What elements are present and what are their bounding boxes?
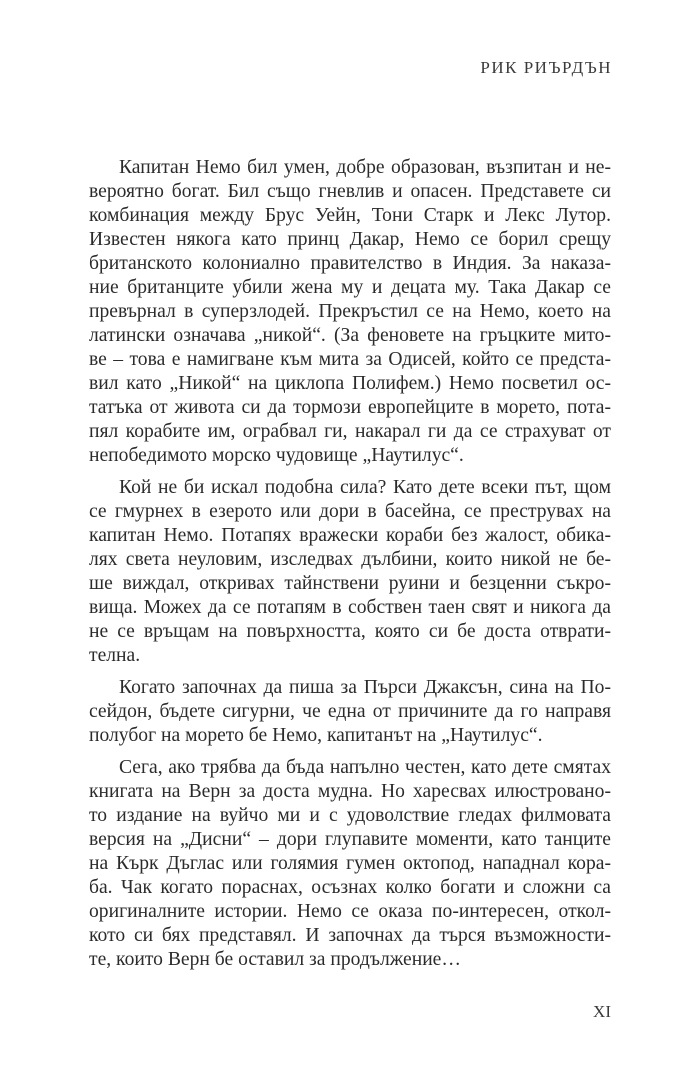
- text-line: оригиналните истории. Немо се оказа по-интересен, откол-: [89, 901, 611, 922]
- text-line: полубог на морето бе Немо, капитанът на „Наутилус“.: [89, 725, 543, 746]
- text-line: непобедимото морско чудовище „Наутилус“.: [89, 445, 464, 466]
- text-line: Известен някога като принц Дакар, Немо се борил срещу: [89, 229, 611, 250]
- text-line: пял корабите им, ограбвал ги, накарал ги да се страхуват от: [89, 421, 611, 442]
- page-number: XI: [593, 1002, 611, 1021]
- text-line: вероятно богат. Бил също гневлив и опасен. Представете си: [89, 181, 611, 202]
- paragraph: [89, 756, 611, 972]
- text-line: то издание на вуйчо ми и с удоволствие гледах филмовата: [89, 805, 611, 826]
- text-line: комбинация между Брус Уейн, Тони Старк и Лекс Лутор.: [89, 205, 611, 226]
- text-line: ба. Чак когато пораснах, осъзнах колко богати и сложни са: [89, 877, 611, 898]
- text-line: те, които Верн бе оставил за продължение…: [89, 949, 461, 970]
- text-line: кото си бях представял. И започнах да търся възможности-: [89, 925, 611, 946]
- text-line: Сега, ако трябва да бъда напълно честен, като дете смятах: [119, 757, 611, 778]
- text-line: британското колониално правителство в Индия. За наказа-: [89, 253, 611, 274]
- running-head: РИК РИЪРДЪН: [480, 58, 612, 77]
- text-line: лях света неуловим, изследвах дълбини, които никой не бе-: [89, 549, 611, 570]
- text-line: Капитан Немо бил умен, добре образован, възпитан и не-: [119, 157, 611, 178]
- text-line: книгата на Верн за доста мудна. Но харесвах илюстровано-: [89, 781, 611, 802]
- text-line: превърнал в суперзлодей. Прекръстил се на Немо, което на: [89, 301, 611, 322]
- text-line: ние британците убили жена му и децата му. Така Дакар се: [89, 277, 611, 298]
- text-line: телна.: [89, 645, 141, 666]
- text-line: ве – това е намигване към мита за Одисей, който се предста-: [89, 349, 611, 370]
- paragraph: [89, 156, 611, 468]
- text-line: татъка от живота си да тормози европейците в морето, пота-: [89, 397, 611, 418]
- text-line: версия на „Дисни“ – дори глупавите моменти, като танците: [89, 829, 611, 850]
- text-line: на Кърк Дъглас или голямия гумен октопод, нападнал кора-: [89, 853, 611, 874]
- text-line: вил като „Никой“ на циклопа Полифем.) Немо посветил ос-: [89, 373, 611, 394]
- text-line: не се връщам на повърхността, която си бе доста отврати-: [89, 621, 611, 642]
- text-line: латински означава „никой“. (За феновете на гръцките мито-: [89, 325, 611, 346]
- text-line: вища. Можех да се потапям в собствен таен свят и никога да: [89, 597, 611, 618]
- text-line: Когато започнах да пиша за Пърси Джаксън, сина на По-: [119, 677, 611, 698]
- text-line: Кой не би искал подобна сила? Като дете всеки път, щом: [119, 477, 611, 498]
- paragraph: [89, 476, 611, 668]
- body-text: [89, 156, 611, 980]
- text-line: капитан Немо. Потапях вражески кораби без жалост, обика-: [89, 525, 611, 546]
- text-line: се гмурнех в езерото или дори в басейна, се преструвах на: [89, 501, 611, 522]
- text-line: ше виждал, откривах тайнствени руини и безценни съкро-: [89, 573, 611, 594]
- paragraph: [89, 676, 611, 748]
- text-line: сейдон, бъдете сигурни, че една от причините да го направя: [89, 701, 611, 722]
